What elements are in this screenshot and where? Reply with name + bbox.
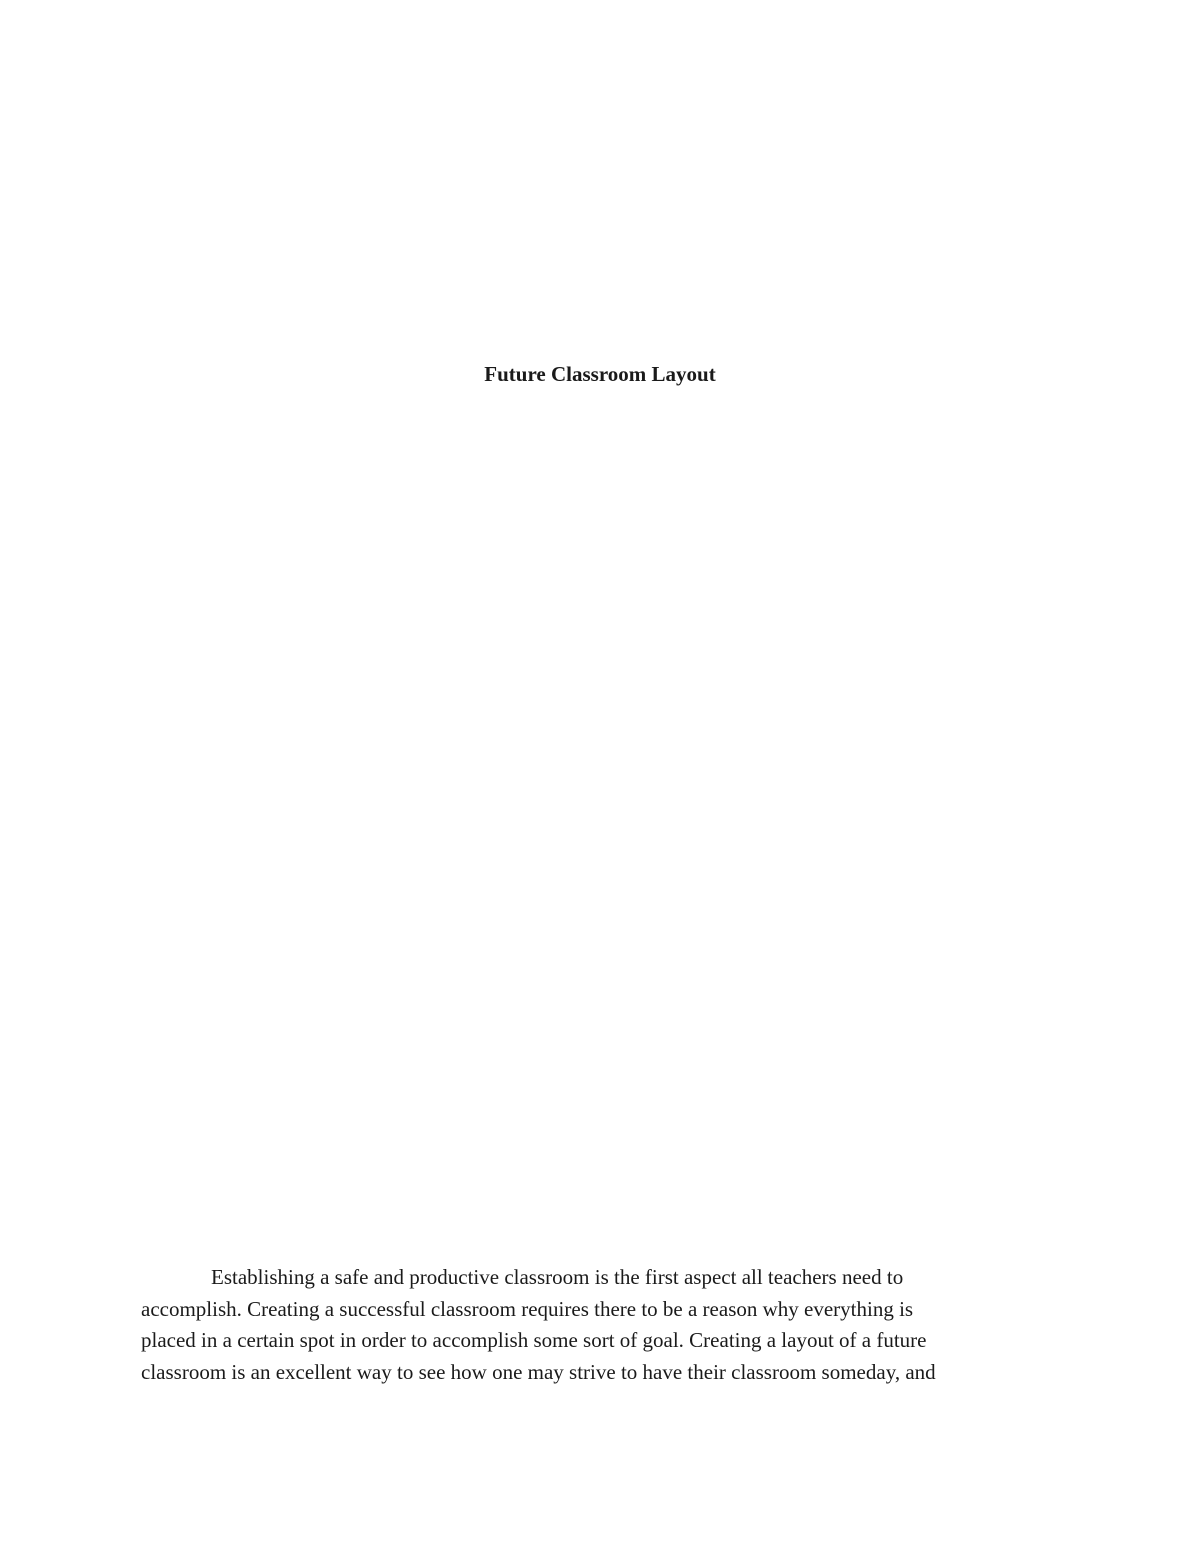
- body-paragraph: [141, 1262, 1061, 1388]
- page-title: Future Classroom Layout: [484, 362, 716, 386]
- paragraph-line: accomplish. Creating a successful classroom requires there to be a reason why everything is: [141, 1296, 914, 1321]
- paragraph-line: classroom is an excellent way to see how one may strive to have their classroom someday, and: [141, 1359, 936, 1384]
- paragraph-line: Establishing a safe and productive classroom is the first aspect all teachers need to: [211, 1265, 904, 1289]
- paragraph-line: placed in a certain spot in order to accomplish some sort of goal. Creating a layout of a future: [141, 1328, 927, 1352]
